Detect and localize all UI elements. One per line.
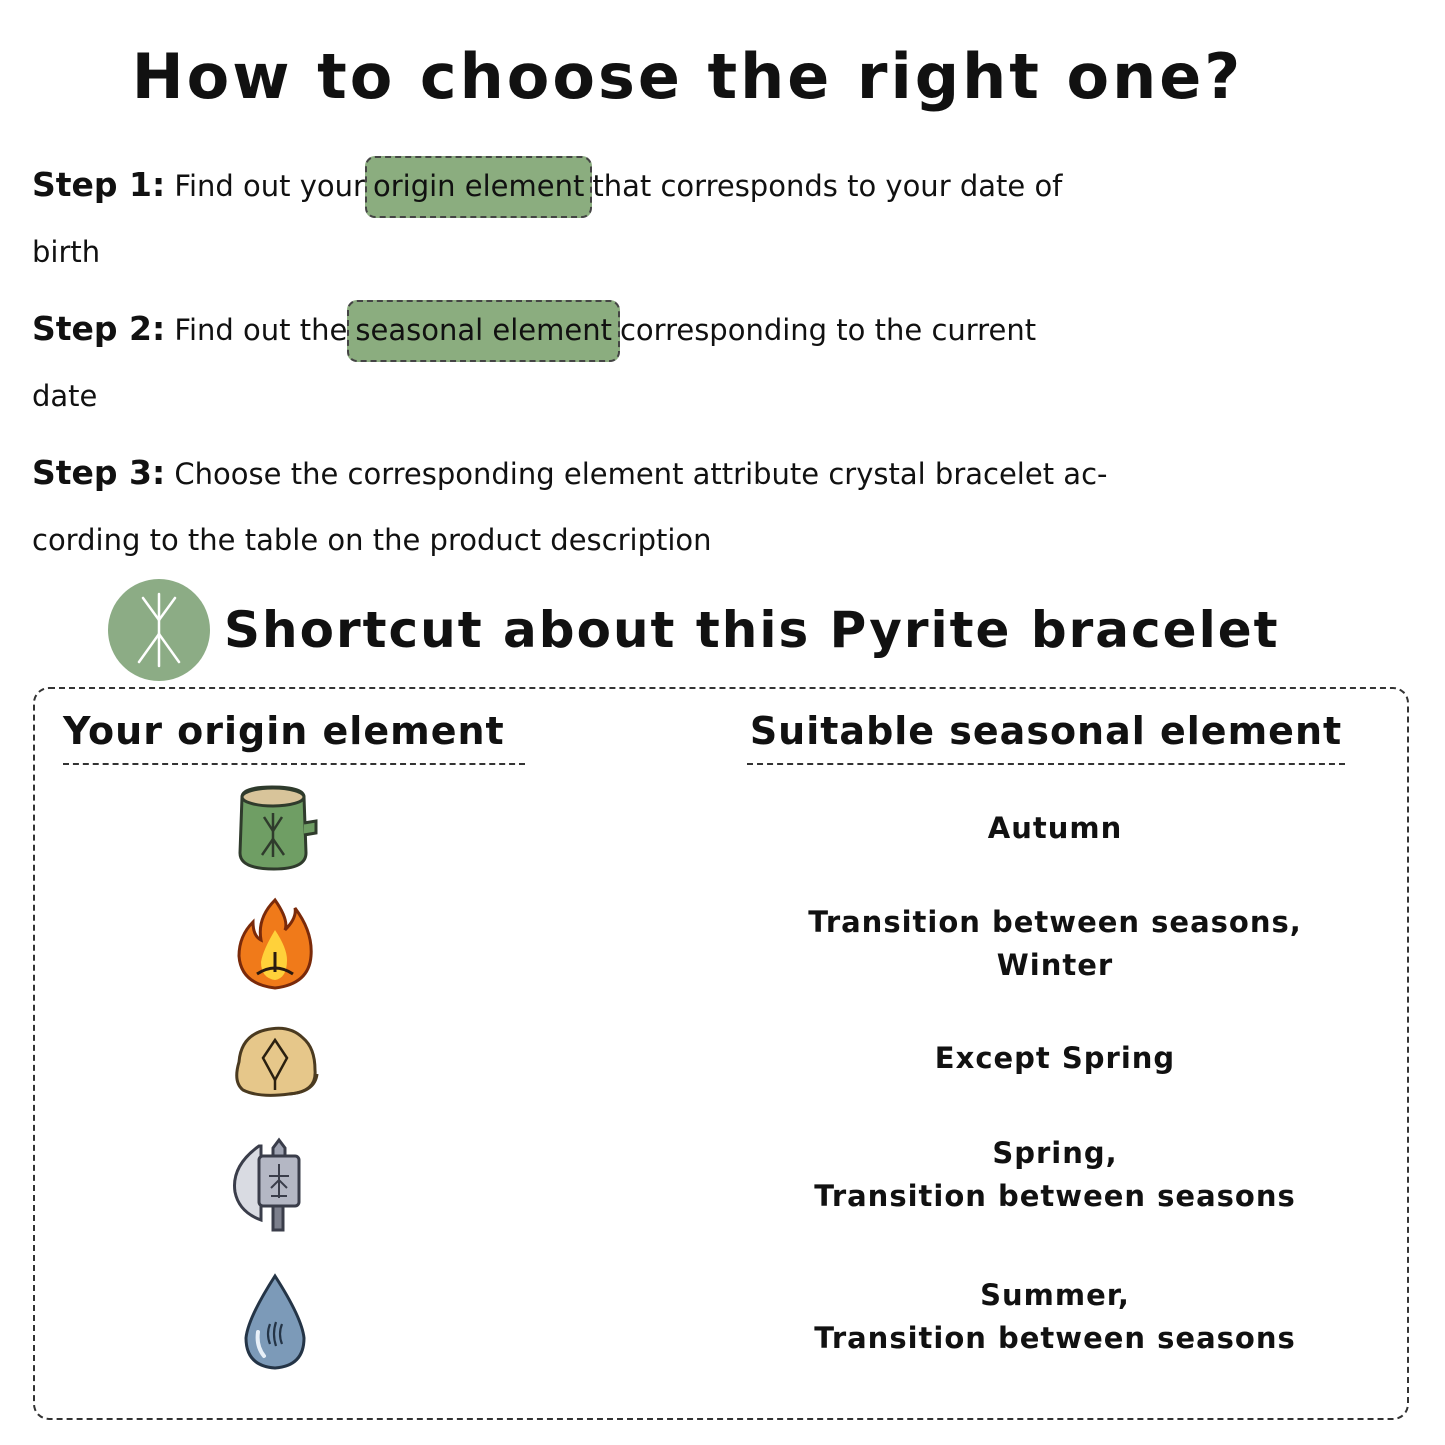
row-2-season-line-1: Transition between seasons, bbox=[808, 905, 1302, 939]
rune-badge bbox=[108, 579, 210, 681]
row-5-season-line-2: Transition between seasons bbox=[814, 1321, 1296, 1355]
step-3 bbox=[32, 440, 1412, 573]
step-2-text-before: Find out the bbox=[174, 313, 348, 347]
origin-element-header: Your origin element bbox=[63, 709, 525, 765]
earth-rock-icon bbox=[225, 1011, 325, 1111]
rune-icon bbox=[129, 590, 189, 670]
row-5-season bbox=[735, 1274, 1375, 1360]
fire-icon bbox=[225, 894, 325, 994]
row-1-season bbox=[735, 807, 1375, 850]
element-table bbox=[33, 687, 1409, 1420]
row-2-season-line-2: Winter bbox=[996, 948, 1114, 982]
step-2-label: Step 2: bbox=[32, 309, 166, 348]
row-5-season-line-1: Summer, bbox=[980, 1278, 1130, 1312]
step-3-line2: cording to the table on the product description bbox=[32, 523, 712, 557]
row-3-season-line-1: Except Spring bbox=[934, 1041, 1176, 1075]
page-title: How to choose the right one? bbox=[131, 40, 1244, 113]
seasonal-element-header: Suitable seasonal element bbox=[747, 709, 1345, 765]
row-4-season-line-2: Transition between seasons bbox=[814, 1179, 1296, 1213]
step-1-text-before: Find out your bbox=[174, 169, 365, 203]
step-1-highlight: origin element bbox=[365, 156, 592, 218]
row-4-season-line-1: Spring, bbox=[992, 1136, 1118, 1170]
step-2-highlight: seasonal element bbox=[347, 300, 620, 362]
step-2 bbox=[32, 296, 1412, 429]
row-2-season bbox=[735, 901, 1375, 987]
row-4-season bbox=[735, 1132, 1375, 1218]
step-1-label: Step 1: bbox=[32, 165, 166, 204]
water-drop-icon bbox=[225, 1272, 325, 1372]
wood-stump-icon bbox=[225, 779, 325, 879]
shortcut-title: Shortcut about this Pyrite bracelet bbox=[224, 601, 1280, 659]
step-1 bbox=[32, 152, 1412, 285]
step-3-line1: Choose the corresponding element attribute crystal bracelet ac- bbox=[174, 457, 1108, 491]
shortcut-heading bbox=[108, 578, 1280, 682]
row-3-season bbox=[735, 1037, 1375, 1080]
step-1-line2: birth bbox=[32, 235, 101, 269]
step-1-text-after: that corresponds to your date of bbox=[592, 169, 1063, 203]
step-3-label: Step 3: bbox=[32, 453, 166, 492]
step-2-line2: date bbox=[32, 379, 98, 413]
metal-axe-icon bbox=[225, 1134, 325, 1234]
step-2-text-after: corresponding to the current bbox=[619, 313, 1037, 347]
row-1-season-line-1: Autumn bbox=[987, 811, 1123, 845]
